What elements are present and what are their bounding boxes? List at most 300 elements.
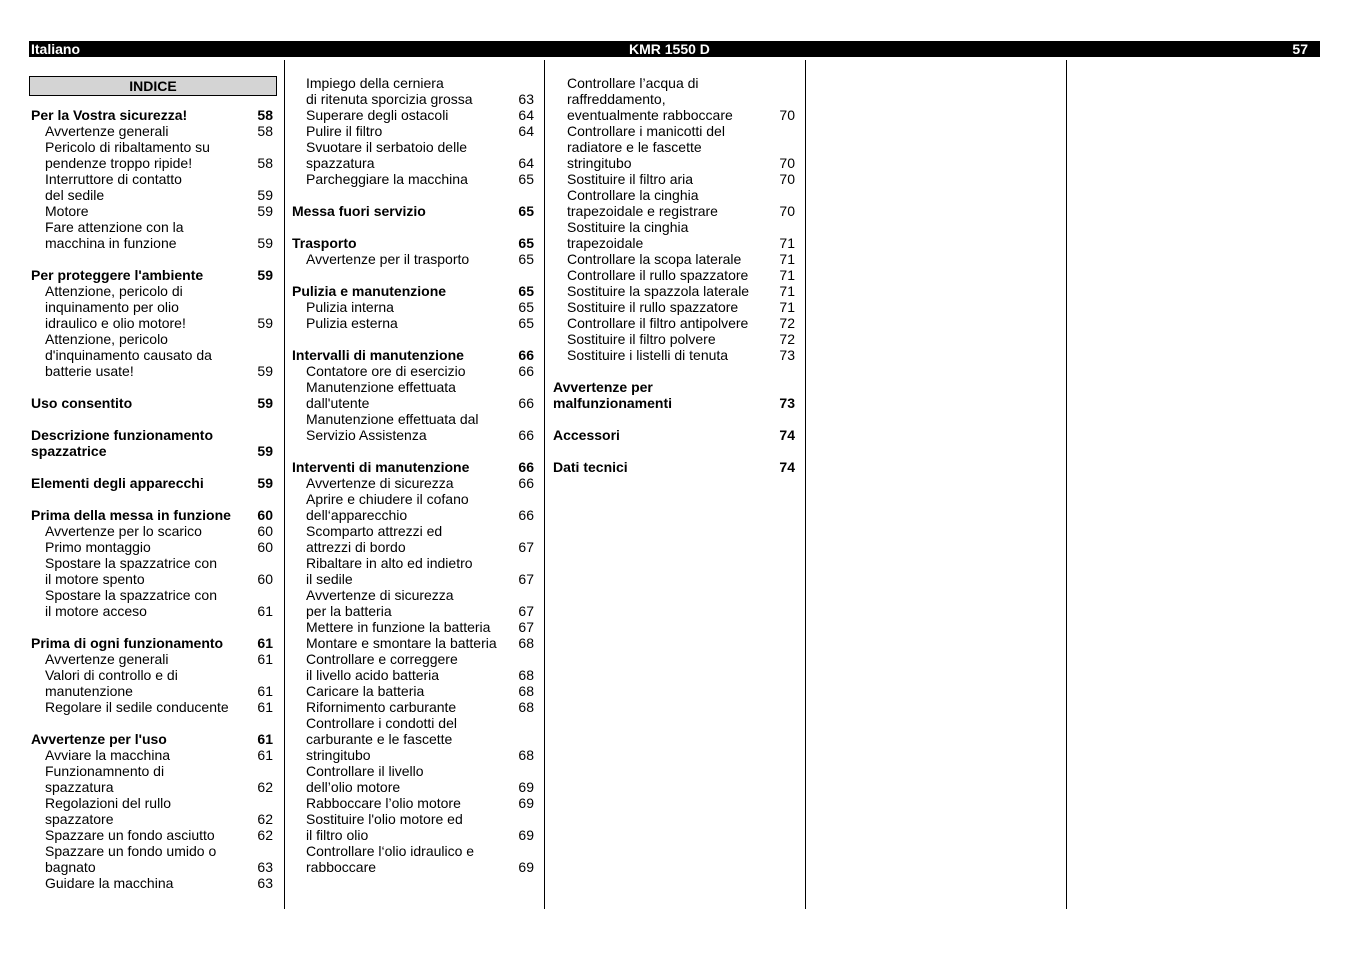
toc-entry-page: 59 (257, 267, 273, 283)
toc-section (553, 379, 795, 395)
toc-entry (31, 235, 273, 251)
toc-entry (292, 619, 534, 635)
toc-section (292, 235, 534, 251)
toc-entry-page: 65 (518, 203, 534, 219)
toc-entry (31, 859, 273, 875)
toc-entry-title: Motore (45, 203, 89, 219)
spacer (31, 75, 273, 91)
toc-entry (31, 763, 273, 779)
toc-entry (31, 651, 273, 667)
toc-entry-title: Sostituire il filtro aria (567, 171, 694, 187)
spacer (553, 411, 795, 427)
toc-entry-title: Avvertenze generali (45, 123, 169, 139)
toc-entry-page: 59 (257, 475, 273, 491)
toc-entry-title: il motore acceso (45, 603, 147, 619)
toc-entry (292, 635, 534, 651)
spacer (31, 411, 273, 427)
toc-entry (553, 331, 795, 347)
toc-entry (553, 203, 795, 219)
toc-entry (553, 187, 795, 203)
spacer (553, 443, 795, 459)
toc-entry-page: 63 (257, 859, 273, 875)
toc-entry-title: Prima di ogni funzionamento (31, 635, 224, 651)
toc-entry-title: Dati tecnici (553, 459, 628, 475)
toc-entry-title: Spazzare un fondo umido o (45, 843, 217, 859)
toc-entry-title: Messa fuori servizio (292, 203, 426, 219)
toc-entry-page: 65 (518, 299, 534, 315)
column-divider (284, 60, 285, 909)
toc-entry (292, 651, 534, 667)
toc-entry-page: 68 (518, 683, 534, 699)
toc-entry-page: 72 (779, 331, 795, 347)
toc-entry (31, 315, 273, 331)
toc-entry-title: rabboccare (306, 859, 377, 875)
toc-entry-page: 74 (779, 427, 795, 443)
spacer (31, 619, 273, 635)
toc-entry (31, 571, 273, 587)
toc-entry (292, 91, 534, 107)
toc-entry-page: 58 (257, 123, 273, 139)
toc-entry-page: 59 (257, 315, 273, 331)
language-label: Italiano (31, 41, 81, 57)
toc-entry (292, 363, 534, 379)
toc-entry-title: Scomparto attrezzi ed (306, 523, 443, 539)
toc-entry-page: 60 (257, 507, 273, 523)
toc-entry-page: 59 (257, 395, 273, 411)
toc-entry-page: 66 (518, 475, 534, 491)
toc-entry-title: Controllare il livello (306, 763, 424, 779)
toc-entry-title: Controllare il filtro antipolvere (567, 315, 749, 331)
toc-entry-title: Rifornimento carburante (306, 699, 457, 715)
toc-entry-title: di ritenuta sporcizia grossa (306, 91, 473, 107)
toc-entry-title: Impiego della cerniera (306, 75, 444, 91)
toc-section (31, 107, 273, 123)
toc-entry (31, 123, 273, 139)
toc-entry-page: 70 (779, 155, 795, 171)
toc-entry-page: 61 (257, 683, 273, 699)
toc-entry (31, 283, 273, 299)
column-divider (1066, 60, 1067, 909)
toc-entry (31, 779, 273, 795)
toc-entry-page: 68 (518, 635, 534, 651)
toc-entry-title: macchina in funzione (45, 235, 177, 251)
spacer (292, 219, 534, 235)
toc-entry-page: 61 (257, 603, 273, 619)
toc-entry (31, 747, 273, 763)
toc-entry-page: 67 (518, 619, 534, 635)
toc-entry (31, 155, 273, 171)
toc-entry-title: dell‘apparecchio (306, 507, 408, 523)
spacer (31, 491, 273, 507)
toc-entry-title: Attenzione, pericolo di (45, 283, 183, 299)
toc-entry-title: il sedile (306, 571, 353, 587)
toc-entry-page: 59 (257, 363, 273, 379)
toc-section (553, 395, 795, 411)
toc-entry-page: 69 (518, 795, 534, 811)
toc-entry-title: Mettere in funzione la batteria (306, 619, 491, 635)
toc-entry-title: Sostituire la cinghia (567, 219, 689, 235)
index-title: INDICE (29, 76, 277, 96)
toc-entry (553, 171, 795, 187)
toc-entry (292, 539, 534, 555)
toc-entry-title: Elementi degli apparecchi (31, 475, 204, 491)
toc-entry-page: 68 (518, 699, 534, 715)
toc-entry-title: spazzatura (306, 155, 375, 171)
toc-entry (31, 667, 273, 683)
toc-entry-title: Sostituire il filtro polvere (567, 331, 716, 347)
toc-entry-title: eventualmente rabboccare (567, 107, 733, 123)
toc-entry-title: Per la Vostra sicurezza! (31, 107, 188, 123)
toc-entry-page: 60 (257, 523, 273, 539)
toc-entry-page: 69 (518, 827, 534, 843)
toc-entry (553, 315, 795, 331)
toc-entry-page: 71 (779, 251, 795, 267)
toc-entry-title: Superare degli ostacoli (306, 107, 449, 123)
toc-entry-page: 67 (518, 539, 534, 555)
toc-section (292, 283, 534, 299)
toc-entry-page: 67 (518, 603, 534, 619)
toc-entry-title: Interventi di manutenzione (292, 459, 470, 475)
toc-entry-title: Regolare il sedile conducente (45, 699, 229, 715)
toc-entry-page: 74 (779, 459, 795, 475)
toc-entry-title: spazzatura (45, 779, 114, 795)
toc-entry-title: per la batteria (306, 603, 392, 619)
toc-section (31, 427, 273, 443)
toc-entry-page: 71 (779, 299, 795, 315)
toc-entry-title: Avvertenze per il trasporto (306, 251, 470, 267)
toc-entry (292, 123, 534, 139)
toc-section (31, 475, 273, 491)
toc-entry (31, 331, 273, 347)
toc-section (292, 459, 534, 475)
toc-entry (292, 491, 534, 507)
toc-entry-title: stringitubo (306, 747, 371, 763)
toc-entry (31, 843, 273, 859)
toc-entry-title: Descrizione funzionamento (31, 427, 214, 443)
spacer (31, 715, 273, 731)
toc-entry-title: radiatore e le fascette (567, 139, 702, 155)
toc-entry-title: Guidare la macchina (45, 875, 174, 891)
toc-entry (553, 107, 795, 123)
toc-section (31, 731, 273, 747)
toc-entry (31, 139, 273, 155)
toc-entry (292, 571, 534, 587)
toc-entry-title: Per proteggere l'ambiente (31, 267, 204, 283)
toc-entry-title: Avvertenze di sicurezza (306, 475, 454, 491)
toc-entry-title: stringitubo (567, 155, 632, 171)
toc-entry-title: manutenzione (45, 683, 133, 699)
toc-entry-title: malfunzionamenti (553, 395, 673, 411)
toc-entry (292, 683, 534, 699)
toc-entry-title: Primo montaggio (45, 539, 151, 555)
toc-entry-title: Pulizia interna (306, 299, 394, 315)
toc-entry-page: 65 (518, 315, 534, 331)
toc-entry-page: 59 (257, 187, 273, 203)
toc-entry-page: 65 (518, 235, 534, 251)
toc-entry (292, 795, 534, 811)
toc-entry (553, 219, 795, 235)
toc-entry (292, 251, 534, 267)
toc-entry-title: pendenze troppo ripide! (45, 155, 193, 171)
toc-entry-title: d'inquinamento causato da (45, 347, 212, 363)
toc-entry (31, 539, 273, 555)
toc-entry-page: 62 (257, 811, 273, 827)
toc-entry-page: 58 (257, 107, 273, 123)
toc-section (31, 443, 273, 459)
toc-entry (553, 347, 795, 363)
toc-entry-page: 71 (779, 267, 795, 283)
toc-entry (292, 843, 534, 859)
toc-entry-page: 73 (779, 347, 795, 363)
toc-entry-title: Manutenzione effettuata dal (306, 411, 479, 427)
toc-entry-page: 70 (779, 171, 795, 187)
toc-entry-title: trapezoidale (567, 235, 644, 251)
toc-entry-page: 69 (518, 779, 534, 795)
toc-entry (31, 187, 273, 203)
toc-entry-page: 60 (257, 539, 273, 555)
toc-entry-page: 61 (257, 635, 273, 651)
toc-entry-title: Sostituire la spazzola laterale (567, 283, 750, 299)
toc-entry (31, 299, 273, 315)
toc-entry-page: 70 (779, 107, 795, 123)
toc-entry-page: 72 (779, 315, 795, 331)
spacer (292, 267, 534, 283)
toc-entry-title: inquinamento per olio (45, 299, 179, 315)
toc-section (292, 347, 534, 363)
toc-entry-page: 60 (257, 571, 273, 587)
toc-entry-title: Sostituire l'olio motore ed (306, 811, 463, 827)
toc-entry (31, 587, 273, 603)
toc-entry-page: 66 (518, 427, 534, 443)
toc-entry (31, 523, 273, 539)
toc-entry-title: Controllare il rullo spazzatore (567, 267, 749, 283)
toc-entry-title: Pulire il filtro (306, 123, 383, 139)
toc-entry-title: Controllare l’acqua di (567, 75, 699, 91)
toc-entry-page: 61 (257, 699, 273, 715)
toc-entry (31, 555, 273, 571)
toc-entry (31, 875, 273, 891)
toc-entry (292, 587, 534, 603)
toc-entry-title: Avviare la macchina (45, 747, 171, 763)
toc-column-3 (553, 75, 795, 475)
toc-entry (292, 299, 534, 315)
spacer (553, 363, 795, 379)
toc-entry-title: il livello acido batteria (306, 667, 440, 683)
toc-entry (31, 811, 273, 827)
toc-entry-title: Accessori (553, 427, 620, 443)
toc-entry-page: 59 (257, 235, 273, 251)
toc-entry-title: Controllare e correggere (306, 651, 458, 667)
toc-entry-page: 65 (518, 251, 534, 267)
toc-section (31, 267, 273, 283)
toc-entry-page: 65 (518, 283, 534, 299)
toc-entry-title: Avvertenze generali (45, 651, 169, 667)
toc-entry-title: Avvertenze per (553, 379, 653, 395)
toc-entry-page: 61 (257, 731, 273, 747)
toc-entry-page: 64 (518, 155, 534, 171)
spacer (31, 251, 273, 267)
toc-entry-title: idraulico e olio motore! (45, 315, 186, 331)
toc-entry-title: Funzionamnento di (45, 763, 165, 779)
toc-entry (292, 427, 534, 443)
toc-entry-title: Interruttore di contatto (45, 171, 182, 187)
toc-entry-title: Avvertenze per l'uso (31, 731, 167, 747)
toc-entry-title: Regolazioni del rullo (45, 795, 172, 811)
toc-entry-page: 62 (257, 827, 273, 843)
toc-entry-title: batterie usate! (45, 363, 134, 379)
toc-entry-page: 66 (518, 507, 534, 523)
toc-entry-title: bagnato (45, 859, 96, 875)
toc-entry-title: Controllare la cinghia (567, 187, 699, 203)
spacer (31, 91, 273, 107)
toc-entry-title: trapezoidale e registrare (567, 203, 718, 219)
toc-entry-title: carburante e le fascette (306, 731, 453, 747)
toc-entry-page: 69 (518, 859, 534, 875)
toc-entry (31, 699, 273, 715)
toc-entry-page: 61 (257, 747, 273, 763)
toc-entry-title: Sostituire il rullo spazzatore (567, 299, 739, 315)
toc-entry (292, 827, 534, 843)
toc-entry-title: Spostare la spazzatrice con (45, 555, 217, 571)
toc-entry (553, 283, 795, 299)
toc-entry (553, 299, 795, 315)
toc-entry (292, 731, 534, 747)
toc-entry-title: Controllare la scopa laterale (567, 251, 742, 267)
toc-entry-title: del sedile (45, 187, 105, 203)
toc-section (292, 203, 534, 219)
toc-entry-title: Intervalli di manutenzione (292, 347, 464, 363)
toc-entry-title: Uso consentito (31, 395, 133, 411)
toc-entry-page: 64 (518, 107, 534, 123)
toc-column-2 (292, 75, 534, 875)
toc-entry (292, 315, 534, 331)
toc-entry-title: Spostare la spazzatrice con (45, 587, 217, 603)
column-divider (544, 60, 545, 909)
toc-entry-title: Rabboccare l’olio motore (306, 795, 461, 811)
toc-entry (292, 811, 534, 827)
toc-column-1 (31, 75, 273, 891)
toc-entry-title: Servizio Assistenza (306, 427, 427, 443)
toc-entry-title: Caricare la batteria (306, 683, 425, 699)
toc-entry-page: 68 (518, 747, 534, 763)
toc-entry-title: Spazzare un fondo asciutto (45, 827, 215, 843)
toc-entry (292, 699, 534, 715)
toc-entry-title: Pulizia e manutenzione (292, 283, 447, 299)
toc-entry (553, 251, 795, 267)
toc-entry (292, 667, 534, 683)
toc-entry (31, 363, 273, 379)
toc-entry (553, 139, 795, 155)
toc-entry (292, 747, 534, 763)
toc-entry (292, 379, 534, 395)
toc-entry (31, 219, 273, 235)
toc-entry-page: 65 (518, 171, 534, 187)
toc-entry-title: Sostituire i listelli di tenuta (567, 347, 729, 363)
toc-entry-page: 59 (257, 443, 273, 459)
toc-section (553, 459, 795, 475)
header-bar (29, 41, 1320, 57)
toc-entry-page: 61 (257, 651, 273, 667)
toc-entry-title: Trasporto (292, 235, 357, 251)
toc-entry-title: spazzatrice (31, 443, 107, 459)
toc-entry (553, 155, 795, 171)
spacer (292, 443, 534, 459)
toc-entry-page: 66 (518, 347, 534, 363)
toc-entry-title: Pericolo di ribaltamento su (45, 139, 210, 155)
toc-entry-title: Ribaltare in alto ed indietro (306, 555, 473, 571)
toc-entry (553, 75, 795, 91)
toc-entry-page: 71 (779, 283, 795, 299)
spacer (292, 331, 534, 347)
spacer (292, 187, 534, 203)
toc-entry-title: il motore spento (45, 571, 145, 587)
toc-entry-page: 66 (518, 459, 534, 475)
toc-entry (292, 859, 534, 875)
spacer (31, 379, 273, 395)
toc-entry (31, 603, 273, 619)
toc-entry (553, 267, 795, 283)
toc-section (31, 395, 273, 411)
toc-entry (292, 507, 534, 523)
toc-entry (31, 171, 273, 187)
toc-entry (292, 715, 534, 731)
toc-entry-page: 62 (257, 779, 273, 795)
toc-entry (292, 555, 534, 571)
toc-entry (31, 683, 273, 699)
toc-entry-title: dell’olio motore (306, 779, 401, 795)
toc-entry-title: Aprire e chiudere il cofano (306, 491, 469, 507)
toc-entry-title: Manutenzione effettuata (306, 379, 456, 395)
toc-entry (292, 395, 534, 411)
toc-entry-title: spazzatore (45, 811, 114, 827)
toc-entry-page: 66 (518, 363, 534, 379)
toc-entry-title: Svuotare il serbatoio delle (306, 139, 468, 155)
toc-entry (292, 171, 534, 187)
toc-entry (292, 763, 534, 779)
toc-entry-page: 67 (518, 571, 534, 587)
toc-entry (292, 75, 534, 91)
toc-entry-title: Fare attenzione con la (45, 219, 184, 235)
toc-entry (292, 155, 534, 171)
toc-entry-title: raffreddamento, (567, 91, 666, 107)
toc-entry-title: Avvertenze di sicurezza (306, 587, 454, 603)
toc-entry-title: dall'utente (306, 395, 370, 411)
toc-entry-title: Montare e smontare la batteria (306, 635, 497, 651)
toc-entry-title: Prima della messa in funzione (31, 507, 231, 523)
toc-entry-title: Pulizia esterna (306, 315, 398, 331)
toc-entry-title: Valori di controllo e di (45, 667, 178, 683)
toc-entry-title: attrezzi di bordo (306, 539, 406, 555)
toc-entry-title: il filtro olio (306, 827, 369, 843)
toc-entry-title: Parcheggiare la macchina (306, 171, 468, 187)
toc-entry-page: 71 (779, 235, 795, 251)
toc-entry-page: 58 (257, 155, 273, 171)
model-label: KMR 1550 D (629, 41, 710, 57)
toc-entry (292, 523, 534, 539)
page-number: 57 (1292, 41, 1308, 57)
toc-entry-page: 68 (518, 667, 534, 683)
column-divider (805, 60, 806, 909)
toc-section (31, 507, 273, 523)
toc-section (31, 635, 273, 651)
toc-entry (31, 827, 273, 843)
toc-entry (553, 123, 795, 139)
toc-entry (31, 203, 273, 219)
toc-entry (292, 107, 534, 123)
toc-entry-title: Contatore ore di esercizio (306, 363, 466, 379)
toc-entry (553, 235, 795, 251)
toc-entry-title: Attenzione, pericolo (45, 331, 168, 347)
